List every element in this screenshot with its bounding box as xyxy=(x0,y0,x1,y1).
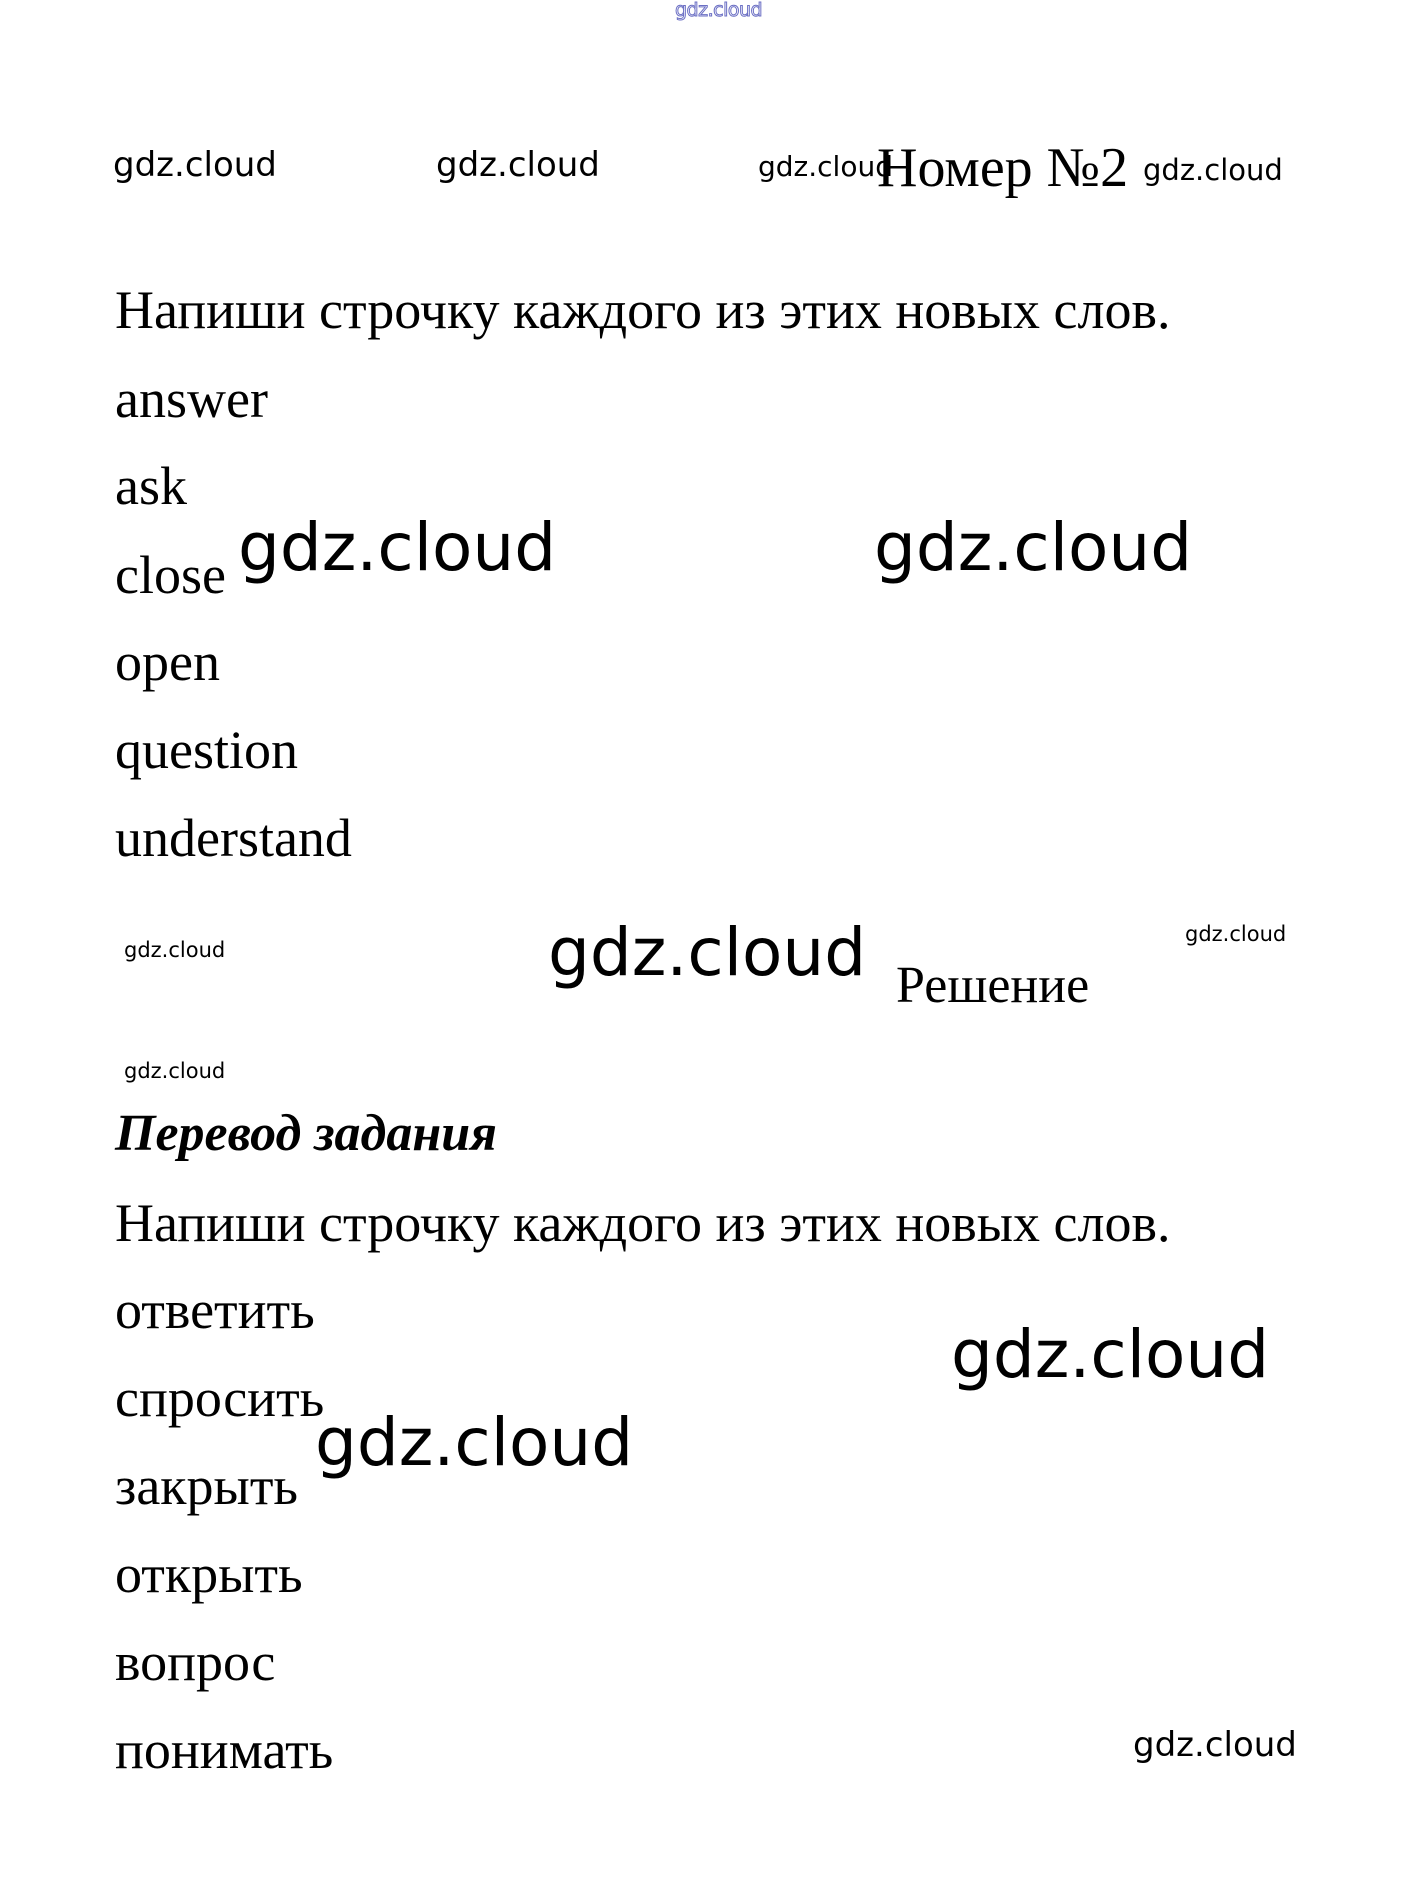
watermark-header-3: gdz.cloud xyxy=(758,150,893,183)
watermark-top: gdz.cloud xyxy=(675,0,763,21)
word-question: question xyxy=(115,720,298,780)
watermark-large-3: gdz.cloud xyxy=(548,914,867,991)
word-otkryt: открыть xyxy=(115,1544,303,1604)
word-otvetit: ответить xyxy=(115,1280,315,1340)
word-answer: answer xyxy=(115,369,268,429)
watermark-header-4: gdz.cloud xyxy=(1143,153,1283,187)
watermark-small-2: gdz.cloud xyxy=(1185,922,1287,946)
task-instruction: Напиши строчку каждого из этих новых слов. xyxy=(115,280,1171,340)
task-number-heading: Номер №2 xyxy=(877,137,1129,199)
word-ask: ask xyxy=(115,456,187,516)
word-ponimat: понимать xyxy=(115,1720,334,1780)
watermark-large-1: gdz.cloud xyxy=(238,509,557,586)
watermark-small-1: gdz.cloud xyxy=(124,938,226,962)
word-close: close xyxy=(115,545,226,605)
watermark-large-2: gdz.cloud xyxy=(874,509,1193,586)
solution-label: Решение xyxy=(896,957,1090,1014)
translation-heading: Перевод задания xyxy=(115,1105,497,1162)
word-understand: understand xyxy=(115,808,352,868)
translation-instruction: Напиши строчку каждого из этих новых слов. xyxy=(115,1193,1171,1253)
watermark-small-3: gdz.cloud xyxy=(124,1059,226,1083)
watermark-header-1: gdz.cloud xyxy=(113,145,277,185)
word-vopros: вопрос xyxy=(115,1632,276,1692)
word-zakryt: закрыть xyxy=(115,1456,299,1516)
watermark-large-4: gdz.cloud xyxy=(951,1316,1270,1393)
watermark-large-5: gdz.cloud xyxy=(315,1404,634,1481)
word-sprosit: спросить xyxy=(115,1368,325,1428)
watermark-bottom: gdz.cloud xyxy=(1133,1725,1297,1765)
word-open: open xyxy=(115,632,220,692)
watermark-header-2: gdz.cloud xyxy=(436,145,600,185)
